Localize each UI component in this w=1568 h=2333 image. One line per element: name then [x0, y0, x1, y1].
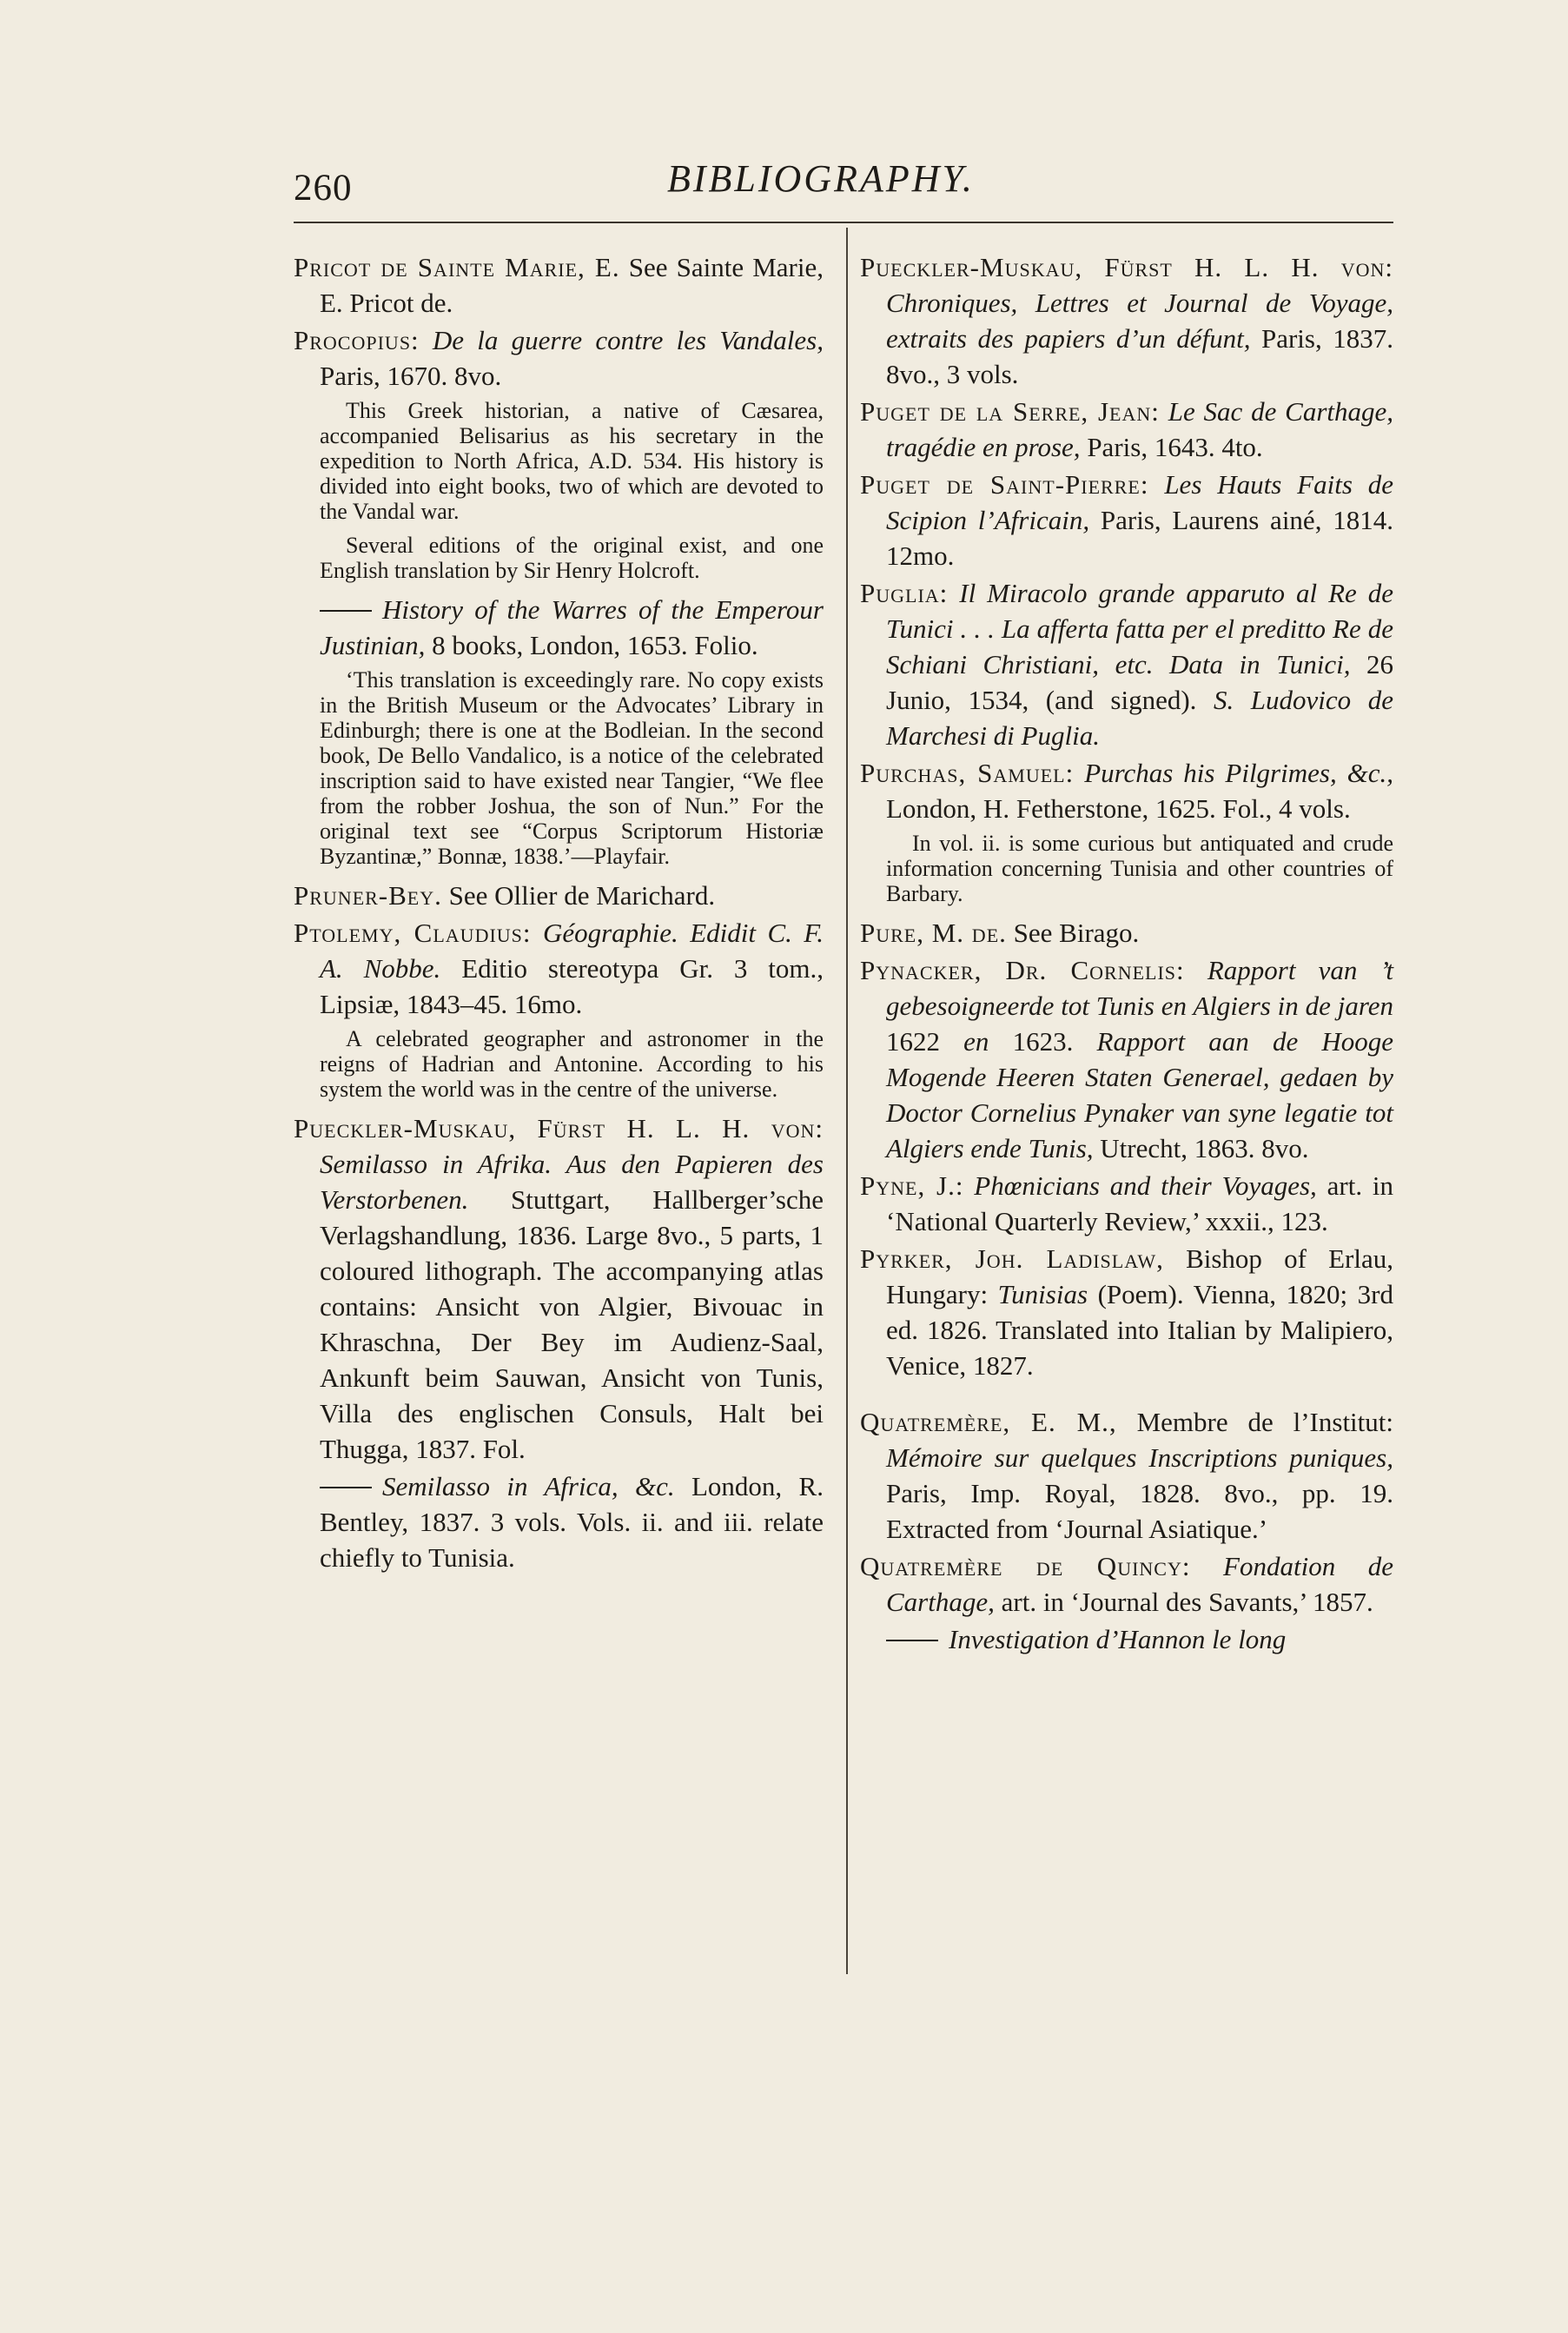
- entry-text: Utrecht, 1863. 8vo.: [1100, 1133, 1309, 1163]
- entry-author: Puget de la Serre, Jean:: [860, 396, 1160, 427]
- entry-author: Puget de Saint-Pierre:: [860, 469, 1149, 500]
- entry-author: Procopius:: [294, 325, 420, 355]
- entry-author: Pure, M. de.: [860, 918, 1007, 948]
- bibliography-entry: [860, 394, 1393, 465]
- entry-text: 26 Junio, 1534, (and signed).: [886, 649, 1394, 715]
- bibliography-entry: [294, 249, 824, 321]
- entry-text: (Poem). Vienna, 1820; 3rd ed. 1826. Translated into Italian by Malipiero, Venice, 1827.: [886, 1279, 1394, 1381]
- bibliography-entry: [860, 575, 1393, 753]
- page-number: 260: [294, 168, 353, 209]
- bibliography-entry: [860, 1548, 1393, 1620]
- page-header: [294, 155, 1393, 224]
- entry-author: Pueckler-Muskau, Fürst H. L. H. von:: [294, 1113, 824, 1143]
- annotation-note: In vol. ii. is some curious but antiquated and crude information concerning Tunisia and other countries of Barbary.: [886, 831, 1393, 906]
- bibliography-entry: [860, 1241, 1393, 1383]
- bibliography-entry: [294, 878, 824, 913]
- entry-gap: [860, 1385, 1393, 1404]
- entry-title: History of the Warres of the Emperour Justinian,: [320, 594, 824, 660]
- entry-title: Les Hauts Faits de Scipion l’Africain,: [886, 469, 1393, 535]
- entry-text: London, R. Bentley, 1837. 3 vols. Vols. ii. and iii. relate chiefly to Tunisia.: [320, 1471, 824, 1573]
- bibliography-entry: [294, 592, 824, 663]
- entry-author: Quatremère, E. M.,: [860, 1407, 1117, 1437]
- bibliography-entry: [860, 249, 1393, 392]
- entry-text: Editio stereotypa Gr. 3 tom., Lipsiæ, 1843–45. 16mo.: [320, 953, 824, 1019]
- entry-title: Rapport aan de Hooge Mogende Heeren Staten Generael, gedaen by Doctor Cornelius Pynaker van syne legatie tot Algiers ende Tunis,: [886, 1026, 1394, 1163]
- entry-text: art. in ‘Journal des Savants,’ 1857.: [1001, 1587, 1373, 1617]
- right-column: [860, 249, 1393, 1659]
- bibliography-entry: [860, 1168, 1393, 1239]
- entry-author: Pynacker, Dr. Cornelis:: [860, 955, 1185, 985]
- ditto-dash: [320, 610, 372, 612]
- entry-title: Semilasso in Afrika. Aus den Papieren des Verstorbenen.: [320, 1149, 824, 1215]
- entry-text: Bishop of Erlau, Hungary:: [886, 1243, 1393, 1309]
- bibliography-entry: [294, 1468, 824, 1575]
- entry-title: Géographie. Edidit C. F. A. Nobbe.: [320, 918, 824, 984]
- entry-title: Phœnicians and their Voyages,: [974, 1170, 1317, 1201]
- entry-text: Paris, 1643. 4to.: [1087, 432, 1263, 462]
- entry-author: Pueckler-Muskau, Fürst H. L. H. von:: [860, 252, 1393, 282]
- annotation-note: Several editions of the original exist, and one English translation by Sir Henry Holcroft.: [320, 533, 824, 583]
- entry-author: Pruner-Bey.: [294, 880, 442, 911]
- annotation-note: A celebrated geographer and astronomer in the reigns of Hadrian and Antonine. According to his system the world was in the centre of the universe.: [320, 1026, 824, 1102]
- annotation-note: This Greek historian, a native of Cæsarea, accompanied Belisarius as his secretary in the expedition to North Africa, A.D. 534. His history is divided into eight books, two of which are devoted to the Vandal war.: [320, 398, 824, 524]
- entry-title: Semilasso in Africa, &c.: [382, 1471, 675, 1501]
- bibliography-entry: [860, 755, 1393, 826]
- running-head: BIBLIOGRAPHY.: [667, 157, 975, 200]
- entry-title: S. Ludovico de Marchesi di Puglia.: [886, 685, 1393, 751]
- entry-author: Purchas, Samuel:: [860, 758, 1075, 788]
- entry-text: See Birago.: [1013, 918, 1140, 948]
- column-divider: [846, 228, 848, 1974]
- entry-title: De la guerre contre les Vandales,: [432, 325, 824, 355]
- ditto-dash: [320, 1487, 372, 1488]
- entry-text: 8 books, London, 1653. Folio.: [432, 630, 758, 660]
- entry-text: Membre de l’Institut:: [1136, 1407, 1394, 1437]
- entry-author: Pyne, J.:: [860, 1170, 964, 1201]
- ditto-dash: [886, 1640, 938, 1641]
- bibliography-entry: [860, 467, 1393, 573]
- entry-text: Paris, Laurens ainé, 1814. 12mo.: [886, 505, 1393, 571]
- entry-title: Il Miracolo grande apparuto al Re de Tunici . . . La afferta fatta per el preditto Re de Schiani Christiani, etc. Data in Tunici,: [886, 578, 1393, 679]
- entry-title: Purchas his Pilgrimes, &c.,: [1084, 758, 1394, 788]
- entry-author: Ptolemy, Claudius:: [294, 918, 532, 948]
- entry-text: 1622: [886, 1026, 940, 1057]
- entry-text: Stuttgart, Hallberger’sche Verlagshandlung, 1836. Large 8vo., 5 parts, 1 coloured lithograph. The accompanying atlas contains: Ansicht von Algier, Bivouac in Khraschna, Der Bey im Audienz-Saal, Ankunft beim Sauwan, Ansicht von Tunis, Villa des englischen Consuls, Halt bei Thugga, 1837. Fol.: [320, 1184, 824, 1464]
- bibliography-entry: [294, 322, 824, 394]
- entry-title: Investigation d’Hannon le long: [949, 1624, 1287, 1654]
- entry-title: Fondation de Carthage,: [886, 1551, 1393, 1617]
- entry-title: Le Sac de Carthage, tragédie en prose,: [886, 396, 1394, 462]
- entry-text: 1623.: [1012, 1026, 1074, 1057]
- entry-text: art. in ‘National Quarterly Review,’ xxxii., 123.: [886, 1170, 1394, 1236]
- entry-title: Rapport van ’t gebesoigneerde tot Tunis en Algiers in de jaren: [886, 955, 1394, 1021]
- entry-title: Chroniques, Lettres et Journal de Voyage, extraits des papiers d’un défunt,: [886, 288, 1393, 354]
- entry-text: Paris, 1670. 8vo.: [320, 361, 502, 391]
- bibliography-entry: [294, 915, 824, 1022]
- bibliography-entry: [860, 1404, 1393, 1547]
- bibliography-entry: [860, 915, 1393, 951]
- entry-title: Mémoire sur quelques Inscriptions puniques,: [886, 1442, 1393, 1473]
- header-rule: [294, 222, 1393, 223]
- annotation-note: ‘This translation is exceedingly rare. No copy exists in the British Museum or the Advocates’ Library in Edinburgh; there is one at the Bodleian. In the second book, De Bello Vandalico, is a notice of the celebrated inscription said to have existed near Tangier, “We flee from the robber Joshua, the son of Nun.” For the original text see “Corpus Scriptorum Historiæ Byzantinæ,” Bonnæ, 1838.’—Playfair.: [320, 667, 824, 869]
- entry-author: Quatremère de Quincy:: [860, 1551, 1191, 1581]
- entry-text: Paris, 1837. 8vo., 3 vols.: [886, 323, 1394, 389]
- bibliography-entry: [294, 1110, 824, 1467]
- entry-text: Paris, Imp. Royal, 1828. 8vo., pp. 19. Extracted from ‘Journal Asiatique.’: [886, 1478, 1393, 1544]
- bibliography-entry: [860, 952, 1393, 1166]
- entry-title: en: [963, 1026, 989, 1057]
- entry-author: Pricot de Sainte Marie, E.: [294, 252, 620, 282]
- entry-text: London, H. Fetherstone, 1625. Fol., 4 vols.: [886, 793, 1351, 824]
- bibliography-entry: [860, 1621, 1393, 1657]
- entry-text: See Ollier de Marichard.: [448, 880, 716, 911]
- entry-text: See Sainte Marie, E. Pricot de.: [320, 252, 824, 318]
- entry-title: Tunisias: [997, 1279, 1088, 1309]
- left-column: [294, 249, 824, 1577]
- entry-author: Pyrker, Joh. Ladislaw,: [860, 1243, 1164, 1274]
- entry-author: Puglia:: [860, 578, 949, 608]
